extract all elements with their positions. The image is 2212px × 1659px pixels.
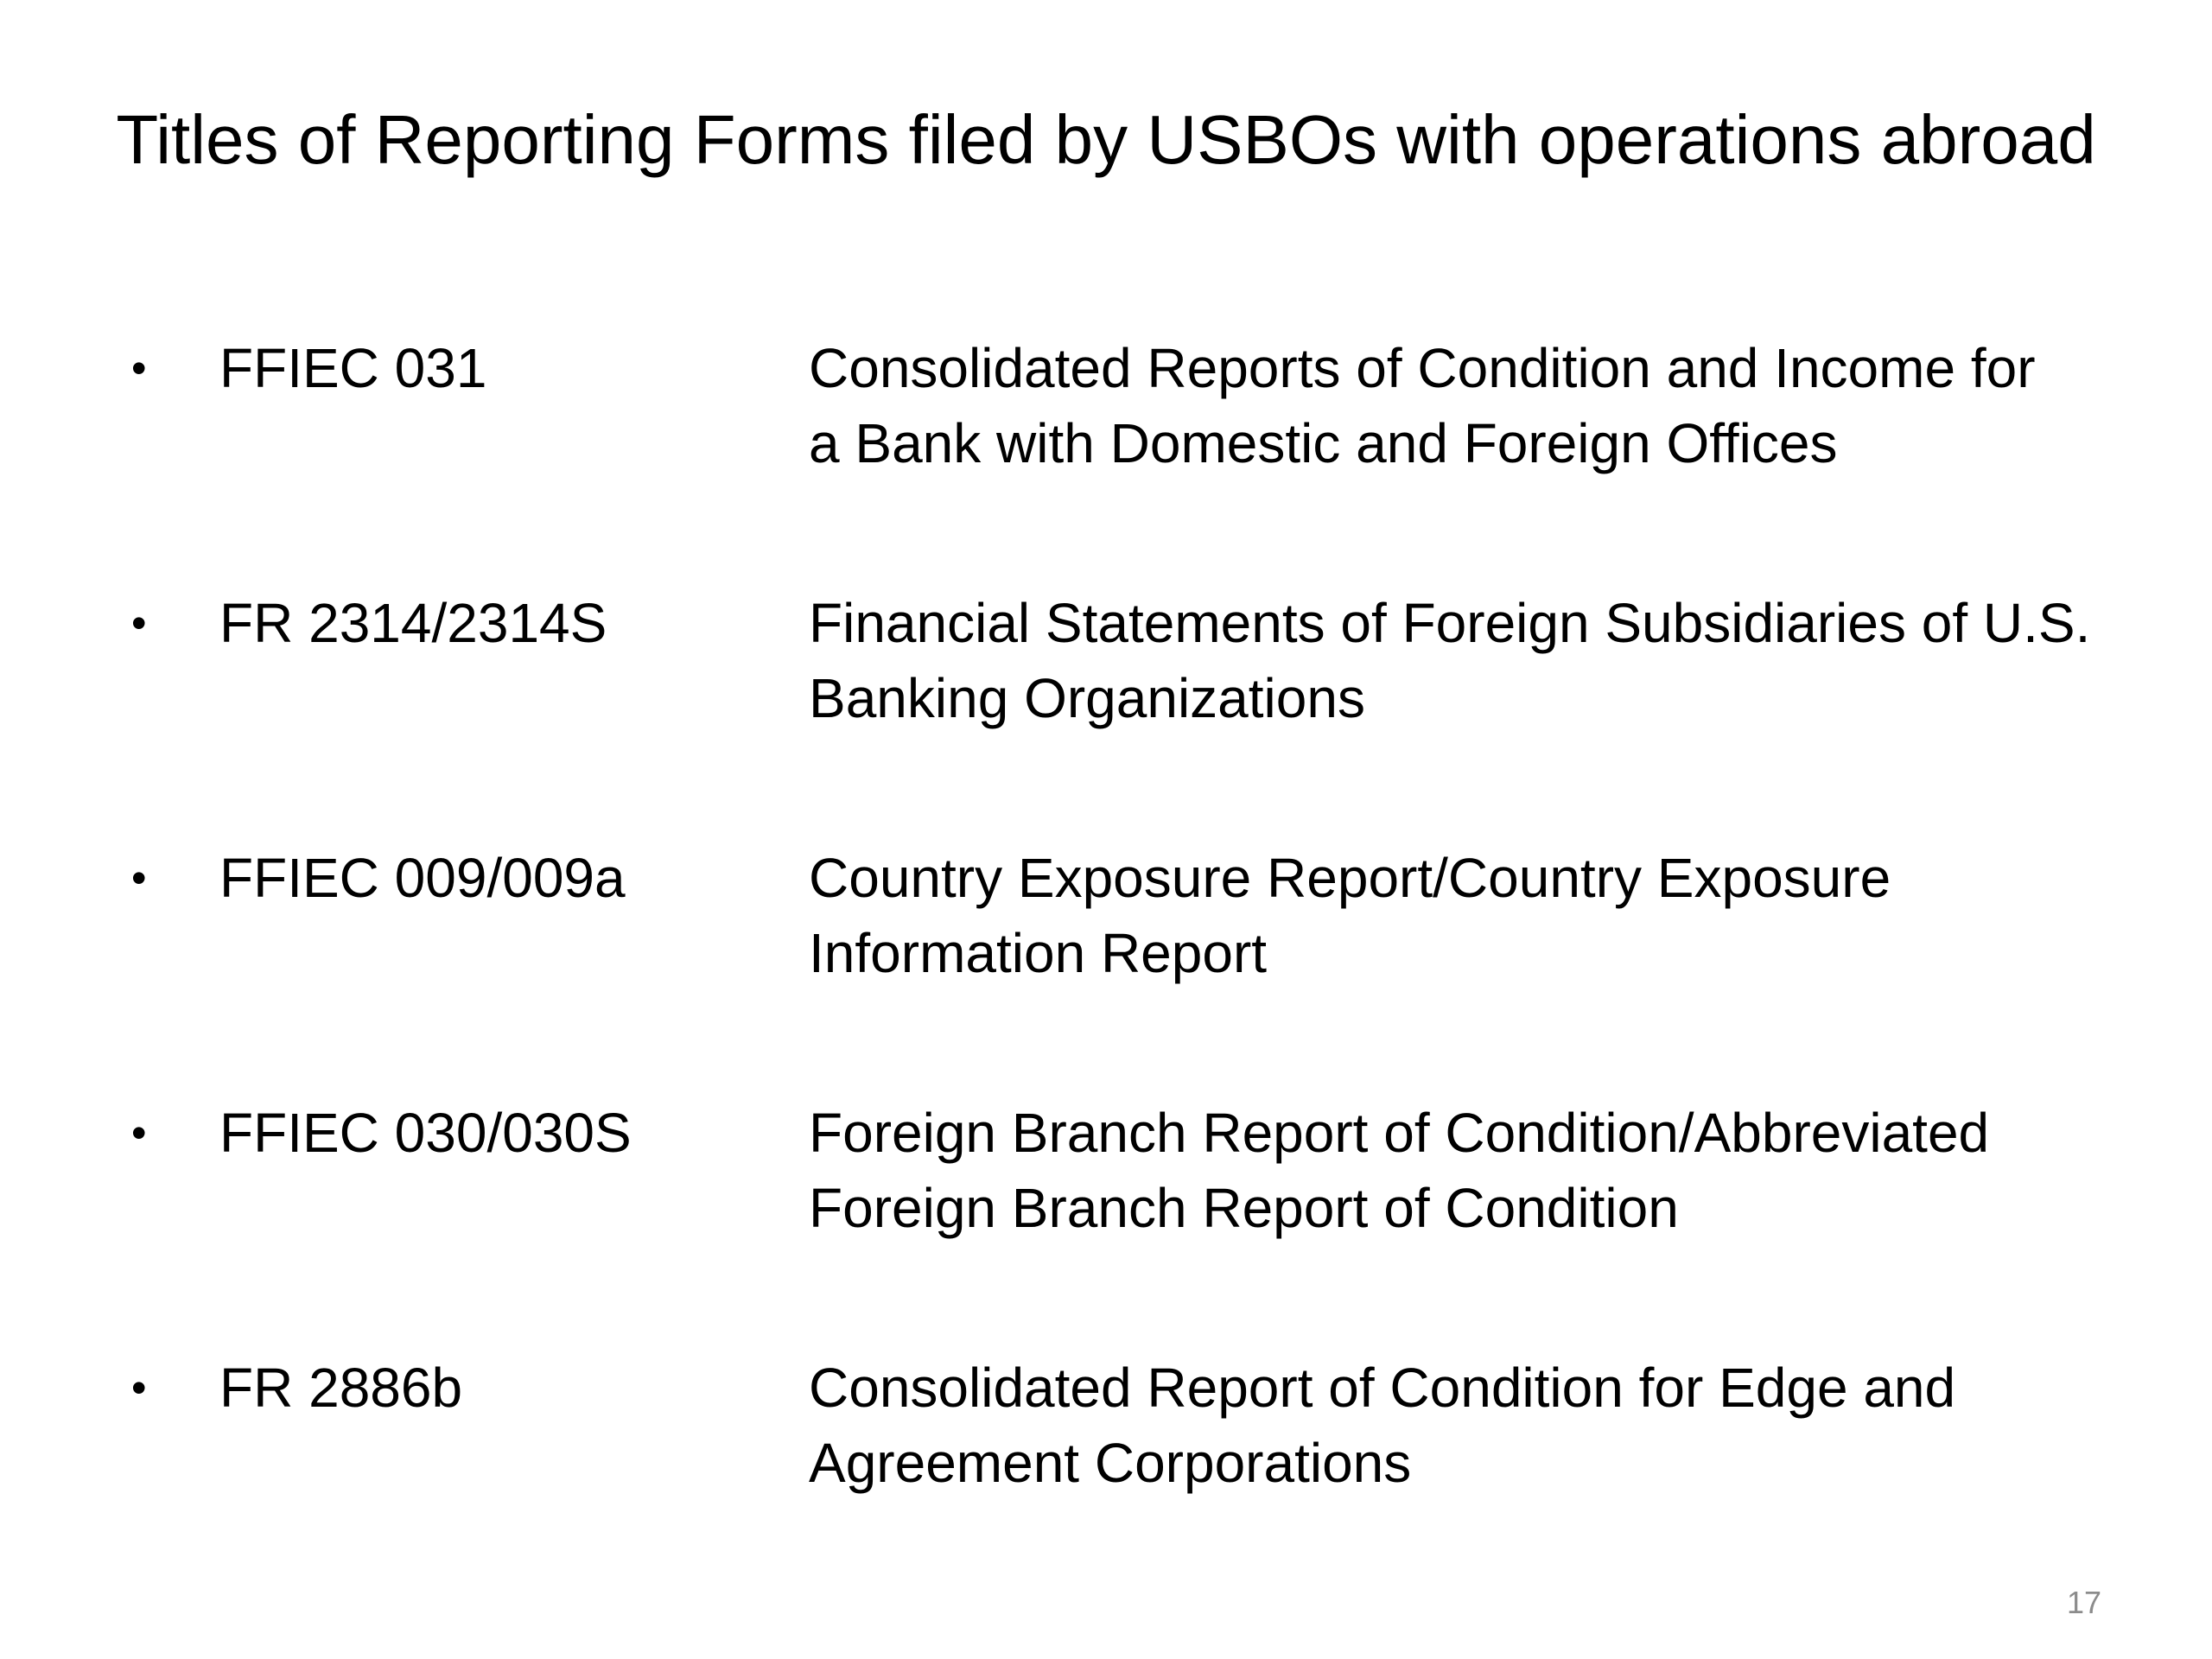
form-description-line: Consolidated Report of Condition for Edge and [809, 1357, 1956, 1419]
form-item [0, 1351, 2212, 1523]
form-description-line: Country Exposure Report/Country Exposure [809, 847, 1891, 909]
form-description [809, 841, 2122, 991]
form-item [0, 1096, 2212, 1268]
slide-title: Titles of Reporting Forms filed by USBOs with operations abroad [116, 101, 2096, 178]
form-description-line: Information Report [809, 922, 1268, 984]
form-description-line: Banking Organizations [809, 667, 1365, 729]
form-description [809, 1096, 2122, 1246]
form-item [0, 586, 2212, 759]
form-description-line: Foreign Branch Report of Condition/Abbreviated [809, 1102, 1990, 1164]
form-code: FR 2314/2314S [219, 592, 607, 654]
form-description-line: Consolidated Reports of Condition and Income for [809, 337, 2036, 399]
form-description-line: Agreement Corporations [809, 1432, 1412, 1494]
form-description-line: Financial Statements of Foreign Subsidiaries of U.S. [809, 592, 2091, 654]
form-description [809, 1351, 2122, 1501]
form-description-line: Foreign Branch Report of Condition [809, 1177, 1679, 1239]
form-item [0, 331, 2212, 504]
form-code: FFIEC 009/009a [219, 847, 626, 909]
page-number: 17 [2067, 1585, 2102, 1620]
bullet-icon: • [131, 1109, 147, 1157]
form-description-line: a Bank with Domestic and Foreign Offices [809, 412, 1838, 474]
bullet-icon: • [131, 1363, 147, 1412]
form-item [0, 841, 2212, 1014]
bullet-icon: • [131, 854, 147, 902]
bullet-icon: • [131, 344, 147, 392]
form-description [809, 331, 2122, 481]
form-code: FFIEC 030/030S [219, 1102, 632, 1164]
form-description [809, 586, 2122, 736]
form-code: FR 2886b [219, 1357, 463, 1419]
bullet-icon: • [131, 599, 147, 647]
form-code: FFIEC 031 [219, 337, 487, 399]
